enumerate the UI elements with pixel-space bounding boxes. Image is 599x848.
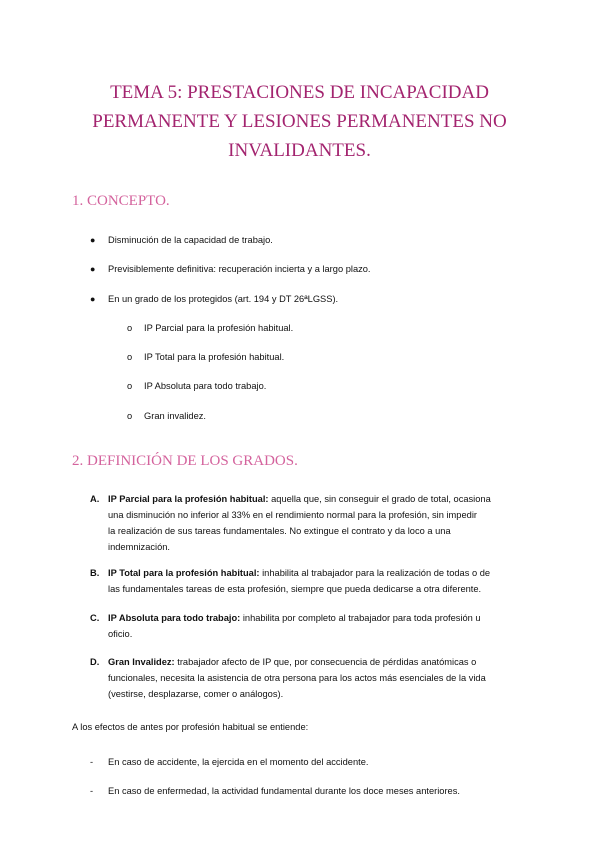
definition-text: inhabilita por completo al trabajador para toda profesión u [240,613,481,623]
dash-marker: - [90,757,94,767]
definition-text: inhabilita al trabajador para la realización de todas o de [259,568,491,578]
concept-bullet-1: Disminución de la capacidad de trabajo. [108,235,273,245]
grade-sub-bullet-1: IP Parcial para la profesión habitual. [144,323,294,333]
definition-term: IP Total para la profesión habitual: [108,568,260,578]
definition-text: (vestirse, desplazarse, comer o análogos). [108,689,284,699]
bullet-dot: ● [90,235,96,245]
grade-sub-bullet-4: Gran invalidez. [144,411,207,421]
item-marker-c: C. [90,613,100,623]
definition-text: la realización de sus tareas fundamentales. No extingue el contrato y da loco a una [108,526,451,536]
title-line-3: INVALIDANTES. [228,140,371,161]
grade-sub-bullet-3: IP Absoluta para todo trabajo. [144,381,267,391]
item-marker-b: B. [90,568,100,578]
definition-text: indemnización. [108,542,171,552]
title-line-2: PERMANENTE Y LESIONES PERMANENTES NO [92,111,507,132]
bullet-dot: ● [90,264,96,274]
definition-text: aquella que, sin conseguir el grado de total, ocasiona [268,494,491,504]
definition-item-c [108,610,520,642]
definition-text: las fundamentales tareas de esta profesión, siempre que pueda dedicarse a otra diferente. [108,584,482,594]
item-marker-a: A. [90,494,100,504]
section-heading-definicion: 2. DEFINICIÓN DE LOS GRADOS. [72,453,298,469]
concept-bullet-2: Previsiblemente definitiva: recuperación incierta y a largo plazo. [108,264,371,274]
dash-marker: - [90,786,94,796]
section-heading-concepto: 1. CONCEPTO. [72,193,170,209]
sub-bullet-marker: o [127,323,133,333]
definition-term: IP Parcial para la profesión habitual: [108,494,269,504]
definition-text: una disminución no inferior al 33% en el rendimiento normal para la profesión, sin impedir [108,510,477,520]
sub-bullet-marker: o [127,381,133,391]
bullet-dot: ● [90,294,96,304]
title-line-1: TEMA 5: PRESTACIONES DE INCAPACIDAD [110,82,489,103]
sub-bullet-marker: o [127,411,133,421]
definition-text: oficio. [108,629,133,639]
definition-term: Gran Invalidez: [108,657,175,667]
sub-bullet-marker: o [127,352,133,362]
definition-text: trabajador afecto de IP que, por consecuencia de pérdidas anatómicas o [174,657,477,667]
definition-item-b [108,565,520,597]
habitual-profession-intro: A los efectos de antes por profesión habitual se entiende: [72,722,309,732]
definition-item-d [108,654,520,702]
dash-item-1: En caso de accidente, la ejercida en el momento del accidente. [108,757,369,767]
definition-text: funcionales, necesita la asistencia de otra persona para los actos más esenciales de la vida [108,673,486,683]
document-title [60,78,539,165]
concept-bullet-3: En un grado de los protegidos (art. 194 y DT 26ªLGSS). [108,294,339,304]
dash-item-2: En caso de enfermedad, la actividad fundamental durante los doce meses anteriores. [108,786,460,796]
definition-item-a [108,491,520,555]
grade-sub-bullet-2: IP Total para la profesión habitual. [144,352,285,362]
definition-term: IP Absoluta para todo trabajo: [108,613,241,623]
item-marker-d: D. [90,657,100,667]
